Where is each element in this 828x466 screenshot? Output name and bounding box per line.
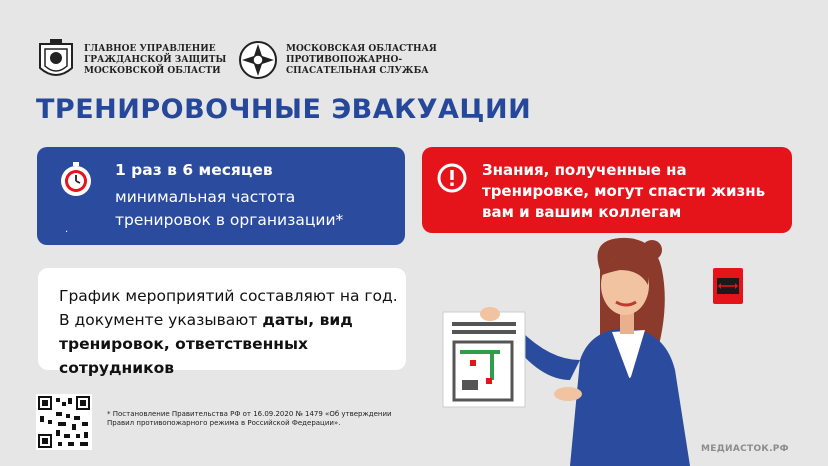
- org-logo-right: [238, 38, 446, 82]
- schedule-line1: График мероприятий составляют на год.: [59, 287, 398, 305]
- org-name-left: ГЛАВНОЕ УПРАВЛЕНИЕ ГРАЖДАНСКОЙ ЗАЩИТЫ МОСКОВСКОЙ ОБЛАСТИ: [84, 43, 227, 76]
- frequency-headline: 1 раз в 6 месяцев: [115, 161, 273, 179]
- schedule-line2: [59, 308, 404, 332]
- org-name-right: МОСКОВСКАЯ ОБЛАСТНАЯ ПРОТИВОПОЖАРНО-СПАСАТЕЛЬНАЯ СЛУЖБА: [286, 43, 437, 76]
- warning-icon: [437, 163, 467, 193]
- warning-message: Знания, полученные на тренировке, могут спасти жизнь вам и вашим коллегам: [482, 161, 766, 221]
- schedule-line3-bold: тренировок, ответственных сотрудников: [59, 335, 309, 377]
- frequency-line3: тренировок в организации*: [115, 211, 344, 229]
- emblem-right: [238, 38, 278, 82]
- frequency-line2: минимальная частота: [115, 188, 296, 206]
- emblem-left: [36, 38, 76, 82]
- qr-code[interactable]: [36, 394, 92, 450]
- schedule-message: [59, 284, 404, 380]
- footnote: * Постановление Правительства РФ от 16.09.2020 № 1479 «Об утверждении Правил противопожарного режима в Российской Федерации».: [107, 410, 392, 427]
- org-logo-left: [36, 38, 244, 82]
- frequency-description: [115, 186, 343, 232]
- schedule-card: [38, 268, 406, 377]
- schedule-line2-bold: даты, вид: [262, 311, 353, 329]
- frequency-card: [37, 147, 405, 245]
- fire-alarm-icon: [713, 268, 743, 304]
- schedule-line2-prefix: В документе указывают: [59, 311, 263, 329]
- page-title: ТРЕНИРОВОЧНЫЕ ЭВАКУАЦИИ: [36, 94, 532, 125]
- presenter-illustration: [440, 230, 700, 466]
- schedule-line3: [59, 332, 404, 380]
- stopwatch-icon: [59, 161, 93, 197]
- card-dot: .: [65, 224, 69, 235]
- site-link[interactable]: МЕДИАСТОК.РФ: [701, 444, 789, 454]
- warning-card: [422, 147, 792, 233]
